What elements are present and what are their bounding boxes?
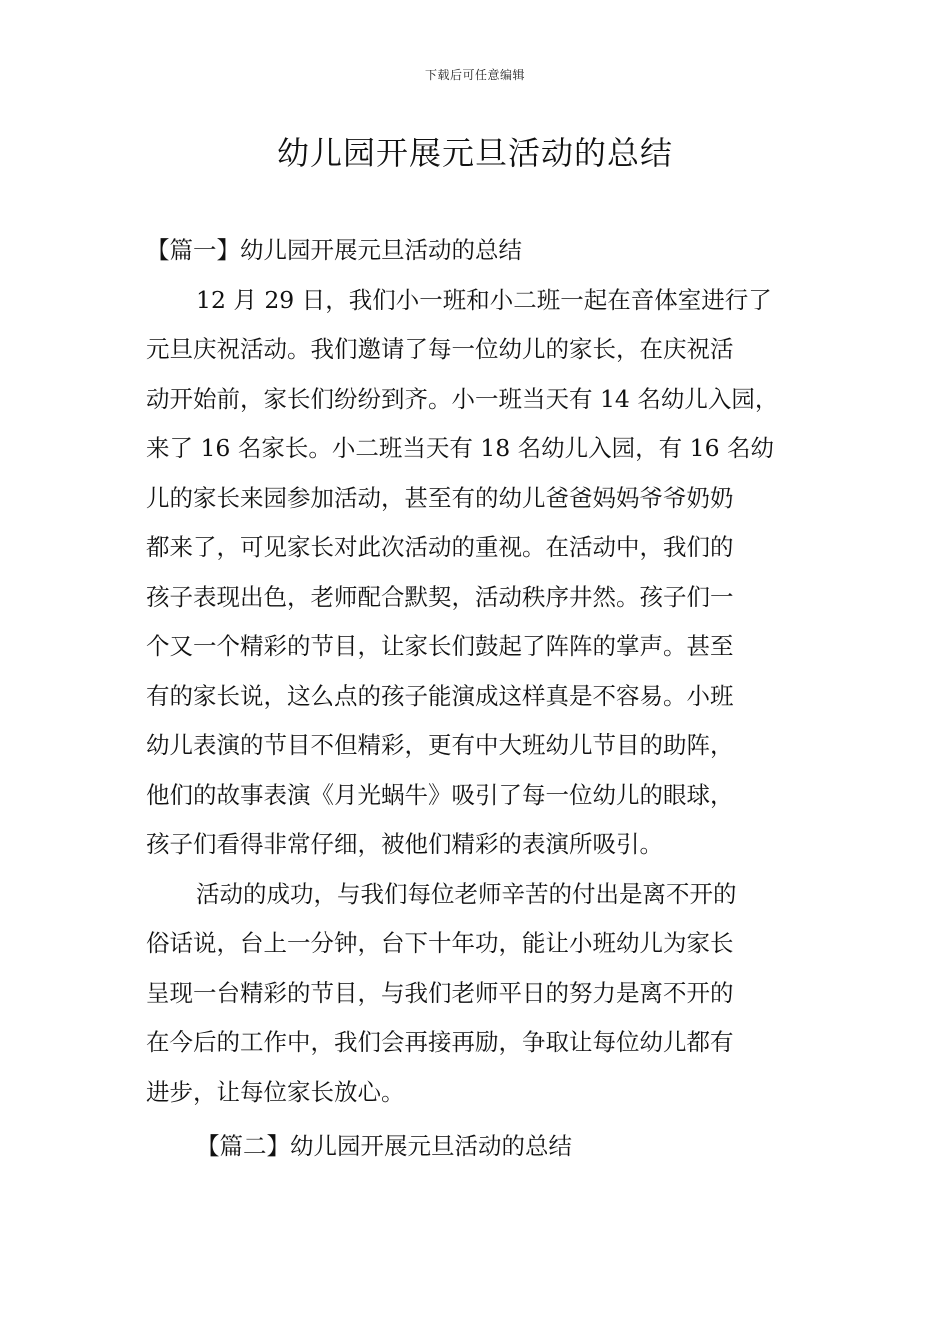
section-one-heading: 【篇一】幼儿园开展元旦活动的总结 (146, 236, 522, 264)
paragraph-line: 个又一个精彩的节目，让家长们鼓起了阵阵的掌声。甚至 (146, 632, 734, 660)
paragraph-line: 有的家长说，这么点的孩子能演成这样真是不容易。小班 (146, 681, 734, 710)
paragraph-line: 呈现一台精彩的节目，与我们老师平日的努力是离不开的 (146, 978, 734, 1007)
paragraph-line: 12 月 29 日，我们小一班和小二班一起在音体室进行了 (196, 285, 772, 314)
paragraph-line: 在今后的工作中，我们会再接再励，争取让每位幼儿都有 (146, 1028, 734, 1056)
paragraph-line: 俗话说，台上一分钟，台下十年功，能让小班幼儿为家长 (146, 929, 734, 957)
section-two (146, 1122, 816, 1172)
paragraph-line: 活动的成功，与我们每位老师辛苦的付出是离不开的 (196, 879, 737, 908)
paragraph-line: 他们的故事表演《月光蜗牛》吸引了每一位幼儿的眼球， (146, 780, 734, 809)
paragraph-line: 元旦庆祝活动。我们邀请了每一位幼儿的家长，在庆祝活 (146, 335, 734, 363)
paragraph-line: 孩子们看得非常仔细，被他们精彩的表演所吸引。 (146, 830, 663, 858)
header-note: 下载后可任意编辑 (424, 68, 525, 82)
section-one (146, 226, 816, 1117)
section-one-paragraph-1 (146, 276, 816, 870)
paragraph-line: 进步，让每位家长放心。 (146, 1077, 405, 1106)
paragraph-line: 孩子表现出色，老师配合默契，活动秩序井然。孩子们一 (146, 582, 734, 611)
paragraph-line: 来了 16 名家长。小二班当天有 18 名幼儿入园，有 16 名幼 (146, 434, 775, 462)
paragraph-line: 动开始前，家长们纷纷到齐。小一班当天有 14 名幼儿入园， (146, 384, 779, 413)
section-two-heading: 【篇二】幼儿园开展元旦活动的总结 (196, 1132, 572, 1160)
paragraph-line: 幼儿表演的节目不但精彩，更有中大班幼儿节目的助阵， (146, 731, 734, 759)
section-one-paragraph-2 (146, 870, 816, 1118)
document-title: 幼儿园开展元旦活动的总结 (276, 134, 673, 172)
paragraph-line: 都来了，可见家长对此次活动的重视。在活动中，我们的 (146, 533, 734, 561)
paragraph-line: 儿的家长来园参加活动，甚至有的幼儿爸爸妈妈爷爷奶奶 (146, 483, 734, 512)
